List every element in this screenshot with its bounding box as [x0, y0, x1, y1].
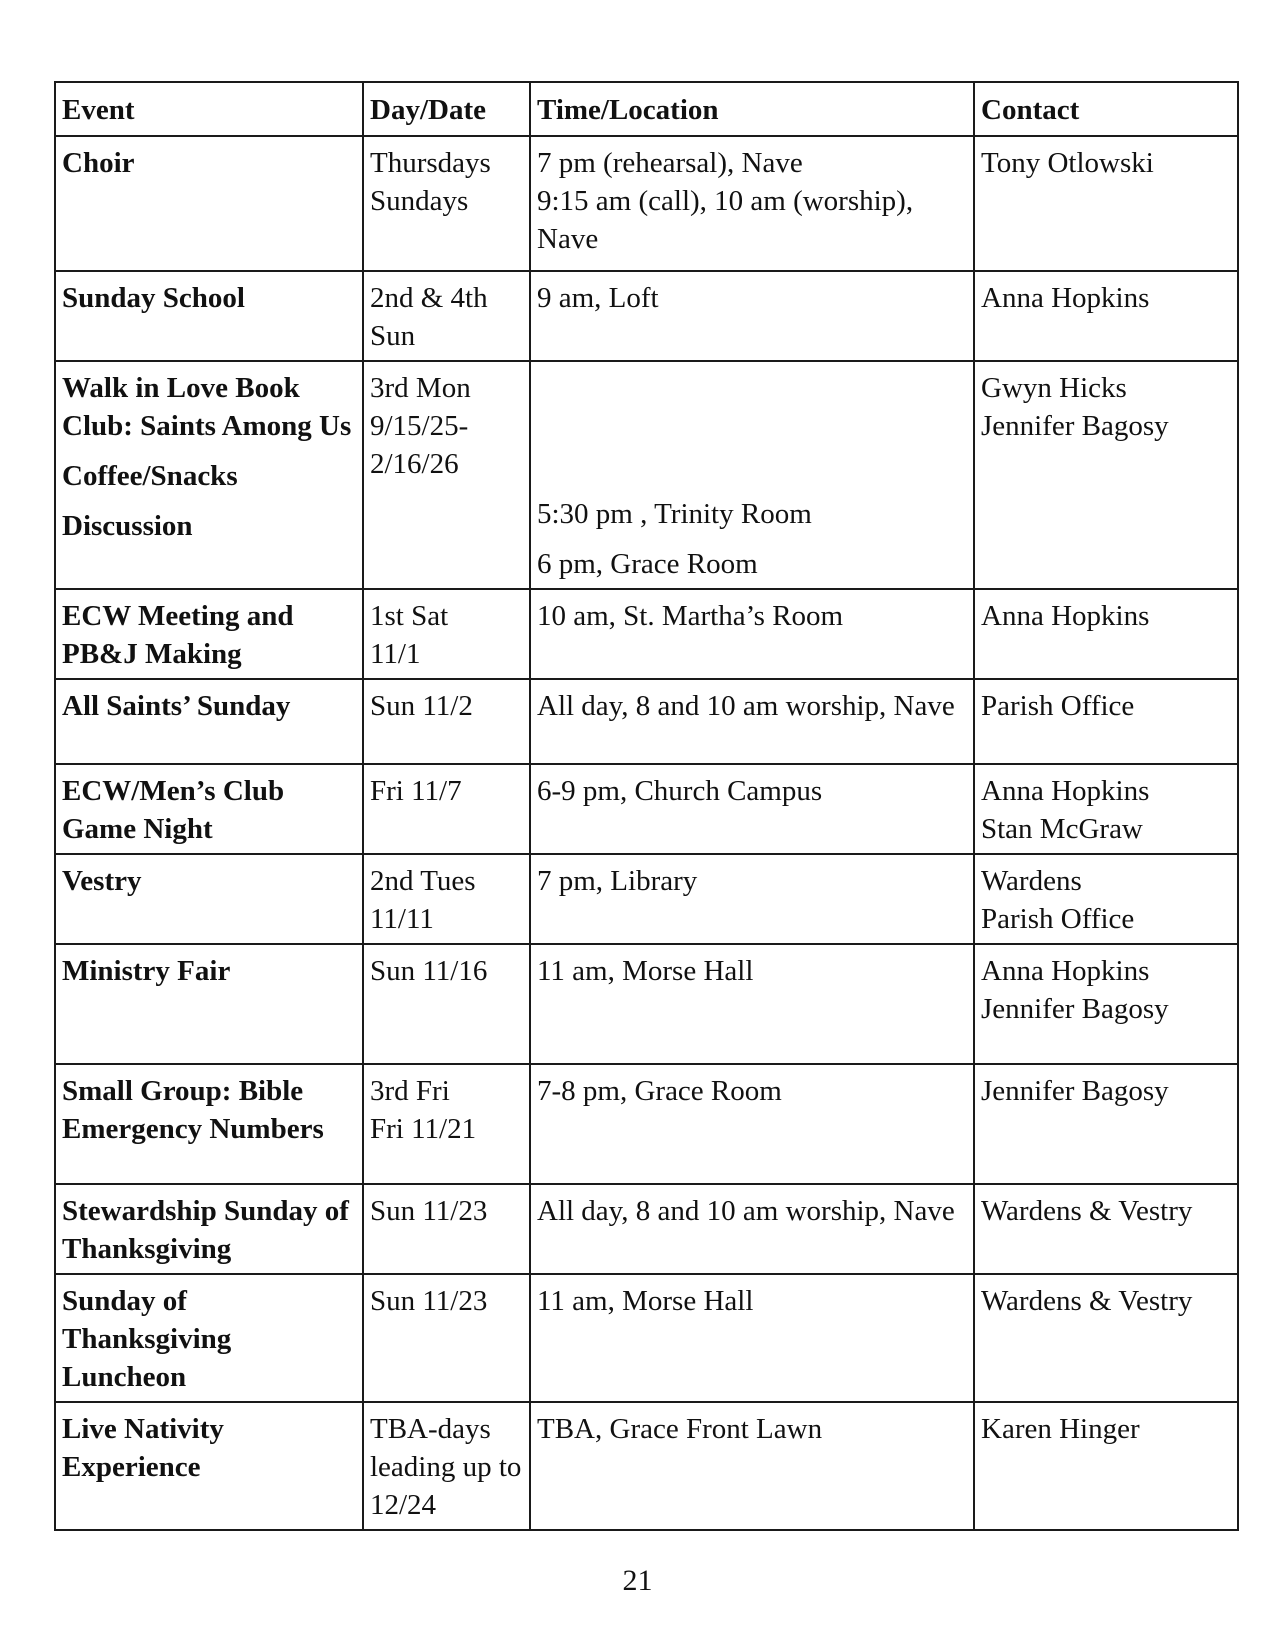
event-cell — [55, 1402, 363, 1530]
day-text: 1st Sat — [370, 600, 449, 632]
event-cell — [55, 1274, 363, 1402]
event-sub-item: Discussion — [62, 510, 193, 542]
table-row — [55, 764, 1238, 854]
time-text: 6-9 pm, Church Campus — [537, 775, 823, 807]
contact-text: Wardens — [981, 865, 1082, 897]
contact-text: Jennifer Bagosy — [981, 1075, 1169, 1107]
table-row — [55, 1274, 1238, 1402]
event-name: All Saints’ Sunday — [62, 690, 291, 722]
day-text: 3rd Fri — [370, 1075, 450, 1107]
time-text: 7 pm (rehearsal), Nave — [537, 147, 803, 179]
contact-cell — [974, 944, 1238, 1064]
day-cell — [363, 1402, 530, 1530]
day-cell — [363, 679, 530, 764]
event-cell — [55, 136, 363, 271]
time-text: All day, 8 and 10 am worship, Nave — [537, 1195, 955, 1227]
day-cell — [363, 1184, 530, 1274]
contact-text: Jennifer Bagosy — [981, 993, 1169, 1025]
day-text: Sun 11/23 — [370, 1285, 488, 1317]
day-text: 9/15/25- — [370, 410, 469, 442]
event-cell — [55, 679, 363, 764]
contact-text: Wardens & Vestry — [981, 1195, 1193, 1227]
table-row — [55, 854, 1238, 944]
events-table — [54, 81, 1239, 1531]
day-text: Fri 11/7 — [370, 775, 462, 807]
event-cell — [55, 944, 363, 1064]
contact-text: Jennifer Bagosy — [981, 410, 1169, 442]
event-cell — [55, 1064, 363, 1184]
contact-text: Anna Hopkins — [981, 955, 1150, 987]
time-text: 7-8 pm, Grace Room — [537, 1075, 782, 1107]
time-cell — [530, 944, 974, 1064]
event-name: Stewardship Sunday of Thanksgiving — [62, 1195, 349, 1265]
time-text: 9 am, Loft — [537, 282, 659, 314]
contact-cell — [974, 1064, 1238, 1184]
table-row — [55, 589, 1238, 679]
event-name: Small Group: Bible Emergency Numbers — [62, 1075, 324, 1145]
table-row — [55, 1184, 1238, 1274]
day-text: Fri 11/21 — [370, 1113, 477, 1145]
contact-text: Karen Hinger — [981, 1413, 1140, 1445]
time-cell — [530, 679, 974, 764]
contact-cell — [974, 271, 1238, 361]
time-cell — [530, 271, 974, 361]
page-number: 21 — [622, 1564, 653, 1597]
time-text: 11 am, Morse Hall — [537, 1285, 754, 1317]
contact-cell — [974, 589, 1238, 679]
event-name: Vestry — [62, 865, 142, 897]
day-cell — [363, 944, 530, 1064]
table-row — [55, 1402, 1238, 1530]
contact-text: Stan McGraw — [981, 813, 1143, 845]
day-text: 3rd Mon — [370, 372, 471, 404]
day-text: 2nd & 4th Sun — [370, 282, 488, 352]
contact-text: Anna Hopkins — [981, 282, 1150, 314]
contact-cell — [974, 764, 1238, 854]
day-cell — [363, 589, 530, 679]
time-cell — [530, 764, 974, 854]
day-cell — [363, 1274, 530, 1402]
event-cell — [55, 764, 363, 854]
event-cell — [55, 589, 363, 679]
time-cell — [530, 1184, 974, 1274]
contact-cell — [974, 361, 1238, 589]
header-time-location: Time/Location — [530, 82, 974, 136]
table-row — [55, 361, 1238, 589]
day-cell — [363, 136, 530, 271]
event-cell — [55, 271, 363, 361]
day-cell — [363, 271, 530, 361]
contact-text: Parish Office — [981, 903, 1135, 935]
table-row — [55, 1064, 1238, 1184]
header-contact: Contact — [974, 82, 1238, 136]
contact-cell — [974, 1184, 1238, 1274]
table-row — [55, 271, 1238, 361]
contact-cell — [974, 136, 1238, 271]
time-cell — [530, 1274, 974, 1402]
day-text: 2/16/26 — [370, 448, 459, 480]
event-name: Sunday of Thanksgiving Luncheon — [62, 1285, 232, 1393]
contact-text: Parish Office — [981, 690, 1135, 722]
time-cell — [530, 1402, 974, 1530]
table-row — [55, 944, 1238, 1064]
time-text: 9:15 am (call), 10 am (worship), Nave — [537, 185, 914, 255]
event-name: Live Nativity Experience — [62, 1413, 224, 1483]
table-row — [55, 136, 1238, 271]
time-text: TBA, Grace Front Lawn — [537, 1413, 823, 1445]
day-text: TBA-days leading up to 12/24 — [370, 1413, 522, 1521]
event-cell — [55, 854, 363, 944]
event-cell — [55, 1184, 363, 1274]
time-cell — [530, 136, 974, 271]
table-row — [55, 679, 1238, 764]
time-text: 5:30 pm , Trinity Room — [537, 498, 812, 530]
time-cell — [530, 854, 974, 944]
time-text: 7 pm, Library — [537, 865, 698, 897]
time-cell — [530, 1064, 974, 1184]
day-cell — [363, 1064, 530, 1184]
event-name: Ministry Fair — [62, 955, 231, 987]
contact-text: Anna Hopkins — [981, 775, 1150, 807]
day-cell — [363, 854, 530, 944]
time-cell — [530, 361, 974, 589]
time-cell — [530, 589, 974, 679]
event-cell — [55, 361, 363, 589]
time-text: All day, 8 and 10 am worship, Nave — [537, 690, 955, 722]
contact-text: Gwyn Hicks — [981, 372, 1127, 404]
header-event: Event — [55, 82, 363, 136]
day-text: Sun 11/2 — [370, 690, 473, 722]
event-name: ECW/Men’s Club Game Night — [62, 775, 285, 845]
day-text: 11/1 — [370, 638, 421, 670]
event-name: Choir — [62, 147, 135, 179]
day-text: Sun 11/16 — [370, 955, 488, 987]
day-text: 2nd Tues — [370, 865, 476, 897]
contact-cell — [974, 854, 1238, 944]
event-name: ECW Meeting and PB&J Making — [62, 600, 294, 670]
contact-cell — [974, 1402, 1238, 1530]
contact-text: Wardens & Vestry — [981, 1285, 1193, 1317]
day-text: 11/11 — [370, 903, 434, 935]
day-text: Sundays — [370, 185, 469, 217]
contact-text: Anna Hopkins — [981, 600, 1150, 632]
event-sub-item: Coffee/Snacks — [62, 460, 238, 492]
contact-text: Tony Otlowski — [981, 147, 1154, 179]
header-day-date: Day/Date — [363, 82, 530, 136]
event-name: Walk in Love Book Club: Saints Among Us — [62, 372, 352, 442]
day-text: Thursdays — [370, 147, 491, 179]
contact-cell — [974, 679, 1238, 764]
day-cell — [363, 764, 530, 854]
event-name: Sunday School — [62, 282, 245, 314]
header-row — [55, 82, 1238, 136]
day-text: Sun 11/23 — [370, 1195, 488, 1227]
time-text: 11 am, Morse Hall — [537, 955, 754, 987]
time-text: 10 am, St. Martha’s Room — [537, 600, 844, 632]
day-cell — [363, 361, 530, 589]
contact-cell — [974, 1274, 1238, 1402]
time-text: 6 pm, Grace Room — [537, 548, 758, 580]
